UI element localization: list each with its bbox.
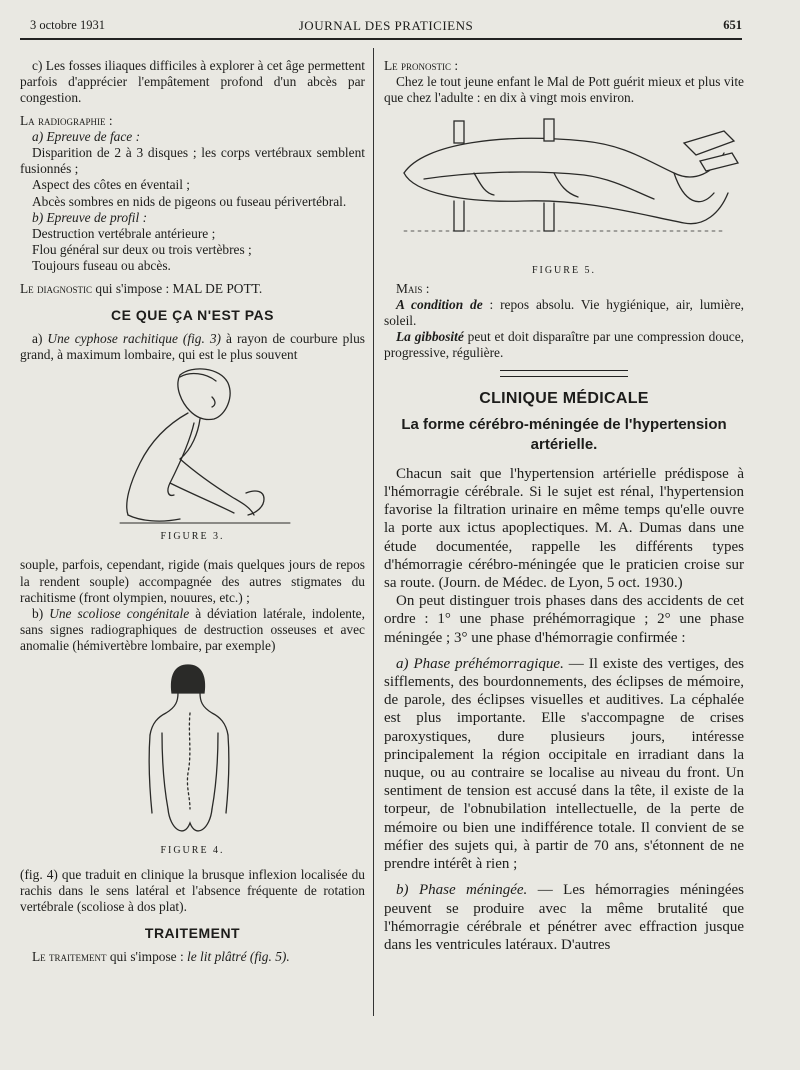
diagnostic-line bbox=[20, 281, 365, 297]
article-paragraph-phase-a: a) Phase préhémorragique. — Il existe des vertiges, des sifflements, des bourdonnements, des éclipses de mémoire, de parole, des éclipses visuelles et auditives. La céphalée est plus importante. Elle s'accompagne de crises paroxystiques, dure plusieurs jours, intéresse principalement la région occipitale en irradiant dans la nuque, ou au contraire se localise au niveau du front. Un sentiment de tension est accusé dans la tête, il existe de la torpeur, de l'obnubilation intellectuelle, de la perte de mémoire ou bien une indifférence totale. Il convient de se méfier des sujets qui, à partir de 70 ans, s'étonnent de ne prendre intérêt à rien ; bbox=[384, 655, 745, 873]
section-separator bbox=[500, 370, 628, 377]
phase-b-label: b) Phase méningée. bbox=[396, 882, 528, 899]
paragraph-scoliose: b) Une scoliose congénitale à déviation latérale, indolente, sans signes radiographiques de destruction osseuses et avec anomalie (hémivertèbre lombaire, par exemple) bbox=[20, 606, 365, 654]
profil-item-1: Destruction vertébrale antérieure ; bbox=[32, 226, 216, 242]
pronostic-heading: Le pronostic : bbox=[384, 58, 459, 73]
traitement-line: Le traitement qui s'impose : le lit plâtré (fig. 5). bbox=[32, 949, 290, 965]
column-divider bbox=[373, 48, 374, 1016]
article-paragraph-phase-b: b) Phase méningée. — Les hémorragies méningées peuvent se produire avec la même brutalité que l'hémorragie cérébrale et pénétrer avec effraction jusque dans les ventricules latéraux. D'autres bbox=[384, 882, 744, 953]
figure-3-caption: FIGURE 3. bbox=[160, 531, 225, 543]
face-item-1: Disparition de 2 à 3 disques ; les corps vertébraux semblent fusionnés ; bbox=[20, 145, 365, 177]
section-heading-clinique: CLINIQUE MÉDICALE bbox=[479, 389, 649, 407]
running-header bbox=[30, 18, 742, 38]
traitement-label: Le traitement bbox=[32, 949, 107, 965]
paragraph-cyphose: a) Une cyphose rachitique (fig. 3) à rayon de courbure plus grand, à maximum lombaire, qui est le plus souvent bbox=[20, 331, 365, 363]
face-item-2: Aspect des côtes en éventail ; bbox=[32, 177, 191, 193]
profil-item-3: Toujours fuseau ou abcès. bbox=[32, 258, 171, 274]
article-paragraph-2: On peut distinguer trois phases dans des accidents de cet ordre : 1° une phase préhémorragique ; 2° une phase méningée ; 3° une phase d'hémorragie confirmée : bbox=[384, 593, 744, 646]
face-heading: a) Epreuve de face : bbox=[32, 128, 141, 144]
section-heading-ce-que: CE QUE ÇA N'EST PAS bbox=[111, 306, 274, 323]
plaster-bed-illustration bbox=[384, 113, 744, 259]
diagnostic-label: Le diagnostic bbox=[20, 280, 93, 296]
article-title: La forme cérébro-méningée de l'hypertension artérielle. bbox=[401, 415, 727, 453]
traitement-term: le lit plâtré (fig. 5). bbox=[187, 949, 290, 965]
section-heading-traitement: TRAITEMENT bbox=[144, 925, 241, 942]
figure-4-caption: FIGURE 4. bbox=[160, 844, 225, 856]
back-view-illustration bbox=[20, 663, 365, 843]
diagnostic-text: qui s'impose : MAL DE POTT. bbox=[92, 280, 263, 296]
phase-a-label: a) Phase préhémorragique. bbox=[396, 655, 564, 672]
scoliose-term: Une scoliose congénitale bbox=[49, 606, 190, 622]
paragraph-fig4: (fig. 4) que traduit en clinique la brusque inflexion localisée du rachis dans le sens latéral et l'absence fréquente de rotation vertébrale (scoliose à dos plat). bbox=[20, 866, 365, 915]
figure-5 bbox=[384, 113, 744, 281]
right-column bbox=[384, 58, 744, 954]
condition-label: A condition de bbox=[396, 296, 483, 312]
paragraph-souple: souple, parfois, cependant, rigide (mais quelques jours de repos la rendent souple) accompagnée des autres stigmates du rachitisme (front olympien, nouures, etc.) ; bbox=[20, 557, 365, 605]
cyphose-term: Une cyphose rachitique (fig. 3) bbox=[47, 331, 221, 347]
header-rule bbox=[20, 38, 742, 40]
figure-4 bbox=[20, 663, 365, 863]
pronostic-text: Chez le tout jeune enfant le Mal de Pott guérit mieux et plus vite que chez l'adulte : en dix à vingt mois environ. bbox=[384, 74, 744, 106]
issue-date: 3 octobre 1931 bbox=[30, 18, 105, 32]
profil-item-2: Flou général sur deux ou trois vertèbres ; bbox=[32, 242, 252, 258]
face-item-3: Abcès sombres en nids de pigeons ou fuseau périvertébral. bbox=[32, 193, 347, 209]
journal-title: JOURNAL DES PRATICIENS bbox=[298, 18, 474, 33]
figure-3 bbox=[20, 363, 365, 545]
profil-heading: b) Epreuve de profil : bbox=[32, 209, 148, 225]
mais-heading: Mais : bbox=[396, 280, 430, 296]
radiographie-heading: La radiographie : bbox=[20, 112, 113, 128]
gibbosite-label: La gibbosité bbox=[396, 329, 464, 345]
seated-child-illustration bbox=[20, 363, 365, 529]
condition-line: A condition de : repos absolu. Vie hygiénique, air, lumière, soleil. bbox=[384, 296, 744, 329]
page-number: 651 bbox=[723, 18, 742, 32]
gibbosite-line: La gibbosité peut et doit disparaître par une compression douce, progressive, régulière. bbox=[384, 329, 744, 361]
left-column bbox=[20, 58, 365, 966]
paragraph-fosses: c) Les fosses iliaques difficiles à explorer à cet âge permettent parfois d'apprécier l'empâtement profond d'un abcès par congestion. bbox=[20, 58, 365, 106]
figure-5-caption: FIGURE 5. bbox=[531, 264, 597, 276]
article-paragraph-1: Chacun sait que l'hypertension artérielle prédispose à l'hémorragie cérébrale. Si le sujet est rénal, l'hypertension favorise la filtration urinaire en même temps qu'elle ouvre la porte aux ictus apoplectiques. M. A. Dumas dans une étude documentée, rappelle les différents types d'hémorragie cérébro-méningée que le praticien croise sur sa route. (Journ. de Médec. de Lyon, 5 oct. 1930.) bbox=[384, 465, 744, 592]
